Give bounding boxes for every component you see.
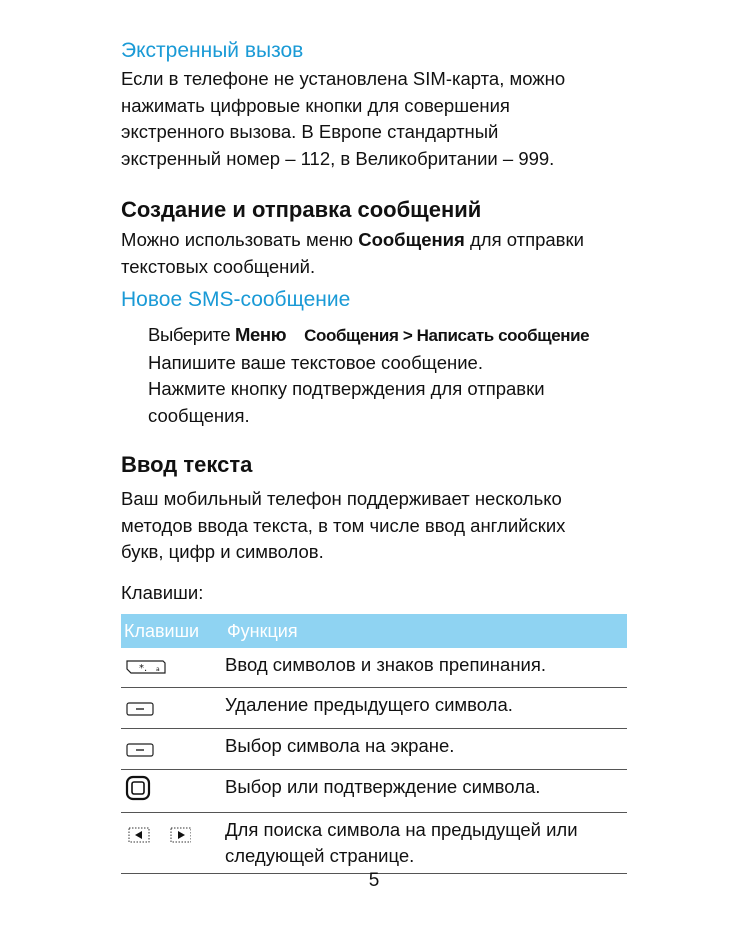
star-key-icon	[125, 657, 167, 683]
step1-path: Сообщения > Написать сообщение	[304, 326, 590, 345]
keys-label: Клавиши:	[121, 581, 204, 603]
messages-intro-suffix: для отправки	[464, 229, 584, 250]
sms-steps	[121, 322, 628, 429]
col-keys-header: Клавиши	[121, 614, 225, 648]
sms-step-3	[148, 376, 628, 429]
page-number: 5	[368, 870, 380, 891]
col-function-header: Функция	[225, 614, 627, 648]
sms-step-2: Напишите ваше текстовое сообщение.	[148, 351, 483, 373]
row-function: Удаление предыдущего символа.	[225, 688, 627, 729]
table-row	[121, 688, 627, 729]
messages-menu-name: Сообщения	[358, 229, 465, 250]
table-row	[121, 729, 627, 770]
emergency-call-heading: Экстренный вызов	[121, 39, 304, 62]
row-function: Ввод символов и знаков препинания.	[225, 648, 627, 688]
step3-line1: Нажмите кнопку подтверждения для отправки	[148, 378, 545, 399]
emergency-line: нажимать цифровые кнопки для совершения	[121, 94, 510, 116]
messages-intro	[121, 227, 628, 280]
ok-key-icon	[125, 775, 151, 808]
emergency-line: экстренный номер – 112, в Великобритании – 999.	[121, 147, 555, 169]
emergency-line: Если в телефоне не установлена SIM-карта, можно	[121, 68, 566, 89]
row-function: Выбор или подтверждение символа.	[225, 770, 627, 813]
emergency-text	[121, 66, 628, 172]
new-sms-heading: Новое SMS-сообщение	[121, 288, 351, 311]
step1-menu: Меню	[235, 324, 287, 345]
table-row	[121, 648, 627, 688]
svg-text:*.: *.	[139, 663, 148, 674]
row-function-line1: Для поиска символа на предыдущей или	[225, 819, 578, 840]
svg-text:a: a	[156, 666, 160, 673]
row-function-line2: следующей странице.	[225, 845, 415, 866]
soft-key-icon	[125, 739, 155, 765]
left-right-keys-icon	[125, 825, 191, 851]
messages-intro-line2: текстовых сообщений.	[121, 255, 316, 277]
row-function	[225, 813, 627, 874]
messages-heading: Создание и отправка сообщений	[121, 197, 482, 222]
soft-key-icon	[125, 698, 155, 724]
emergency-line: экстренного вызова. В Европе стандартный	[121, 121, 499, 142]
keys-table	[121, 614, 627, 874]
step3-line2: сообщения.	[148, 404, 250, 426]
input-line: Ваш мобильный телефон поддерживает несколько	[121, 488, 562, 509]
sms-step-1	[148, 322, 628, 350]
keys-table-header	[121, 614, 627, 648]
table-row	[121, 813, 627, 874]
manual-page	[121, 36, 628, 874]
messages-intro-prefix: Можно использовать меню	[121, 229, 359, 250]
text-input-description	[121, 486, 628, 566]
input-line: букв, цифр и символов.	[121, 541, 324, 562]
input-line: методов ввода текста, в том числе ввод английских	[121, 514, 566, 536]
row-function: Выбор символа на экране.	[225, 729, 627, 770]
text-input-heading: Ввод текста	[121, 452, 253, 477]
step1-prefix: Выберите	[148, 324, 236, 345]
table-row	[121, 770, 627, 813]
